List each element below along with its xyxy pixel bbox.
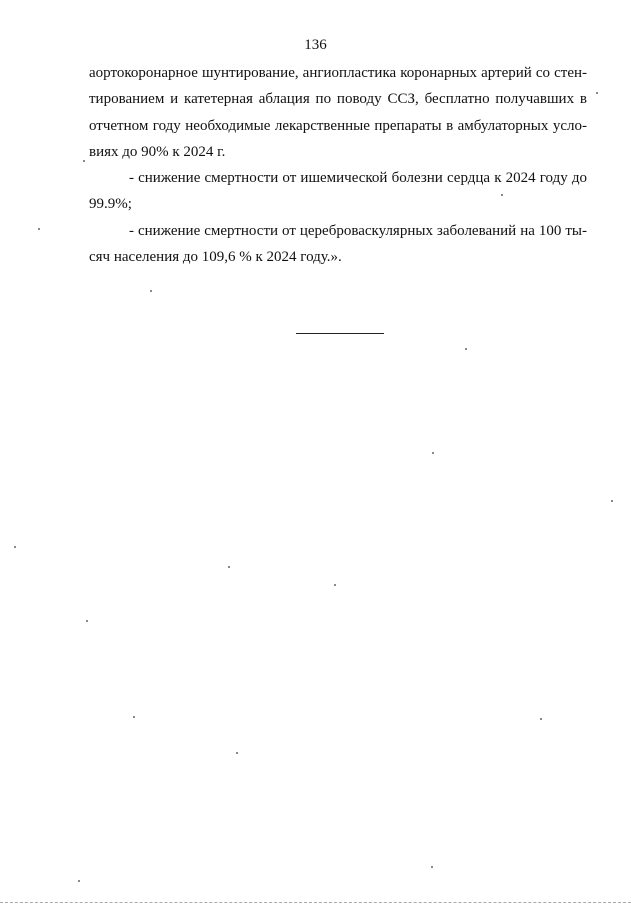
scan-speck <box>465 348 467 350</box>
text-line: - снижение смертности от ишемической болезни сердца к 2024 году до <box>129 170 587 187</box>
text-line: сяч населения до 109,6 % к 2024 году.». <box>89 249 342 266</box>
page-number: 136 <box>304 37 327 53</box>
text-line: аортокоронарное шунтирование, ангиопластика коронарных артерий со стен- <box>89 65 587 81</box>
scan-speck <box>133 716 135 718</box>
end-separator-line <box>296 333 384 334</box>
scan-speck <box>431 866 433 868</box>
scan-speck <box>334 584 336 586</box>
text-line: тированием и катетерная аблация по поводу ССЗ, бесплатно получавших в <box>89 91 587 108</box>
scan-speck <box>150 290 152 292</box>
paragraph-ischemic-mortality <box>89 165 587 218</box>
scan-speck <box>14 546 16 548</box>
scan-speck <box>432 452 434 454</box>
scan-speck <box>236 752 238 754</box>
text-line: виях до 90% к 2024 г. <box>89 143 226 160</box>
text-line: 99.9%; <box>89 196 132 213</box>
scan-bottom-edge <box>0 902 631 903</box>
scan-speck <box>596 92 598 94</box>
scan-speck <box>501 194 503 196</box>
text-line: - снижение смертности от цереброваскулярных заболеваний на 100 ты- <box>129 222 587 239</box>
paragraph-cerebrovascular-mortality <box>89 218 587 271</box>
scan-speck <box>38 228 40 230</box>
scan-speck <box>228 566 230 568</box>
scan-speck <box>86 620 88 622</box>
text-line: отчетном году необходимые лекарственные препараты в амбулаторных усло- <box>89 117 587 134</box>
scan-speck <box>611 500 613 502</box>
paragraph-treatment-coverage <box>89 60 587 165</box>
scan-speck <box>540 718 542 720</box>
document-text <box>89 60 587 270</box>
scan-speck <box>83 160 85 162</box>
scan-speck <box>78 880 80 882</box>
